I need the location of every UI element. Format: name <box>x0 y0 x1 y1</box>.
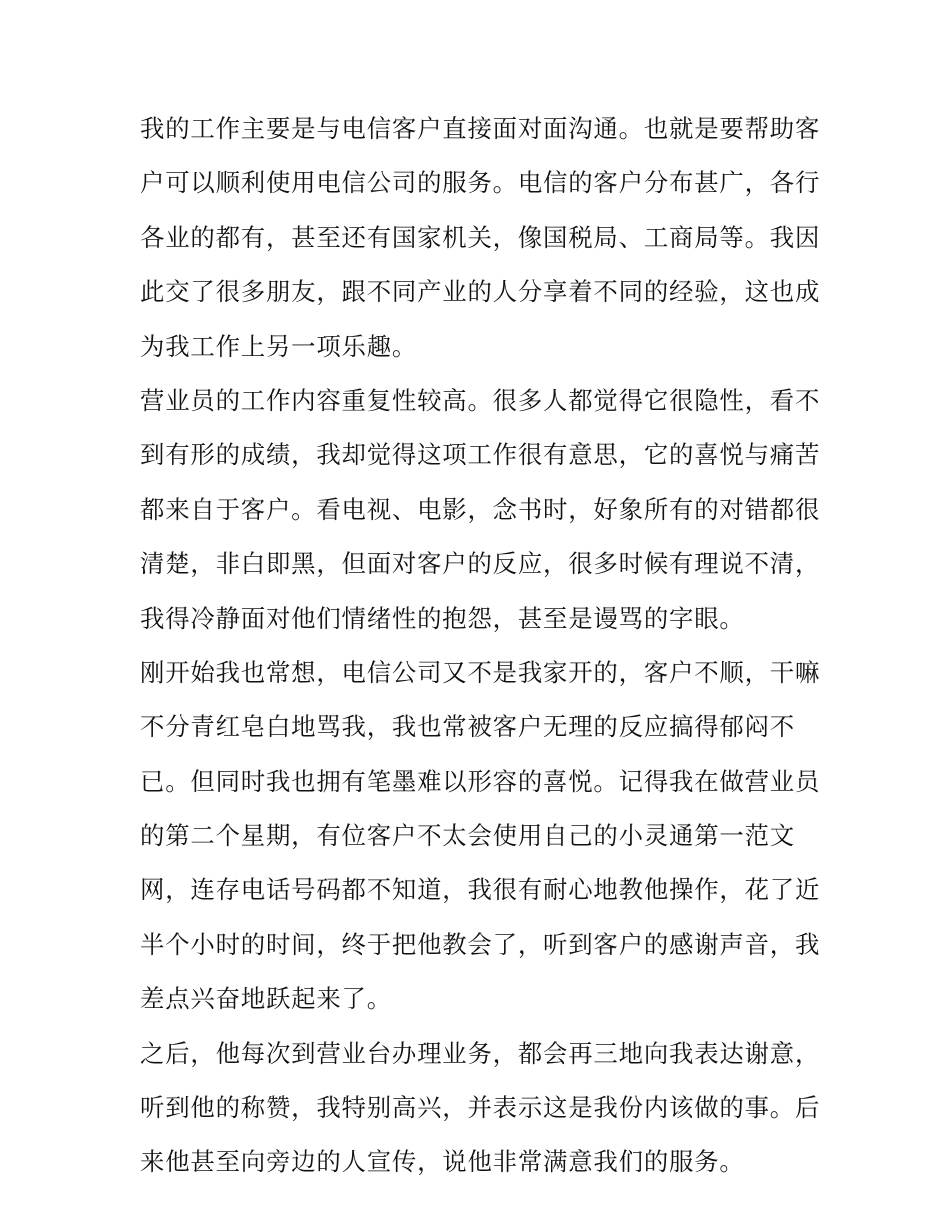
text-line: 我得冷静面对他们情绪性的抱怨，甚至是谩骂的字眼。 <box>140 603 745 633</box>
text-line: 半个小时的时间，终于把他教会了，听到客户的感谢声音，我 <box>140 929 821 959</box>
text-line: 户可以顺利使用电信公司的服务。电信的客户分布甚广，各行 <box>140 168 821 198</box>
text-line: 刚开始我也常想，电信公司又不是我家开的，客户不顺，干嘛 <box>140 657 821 687</box>
text-line: 网，连存电话号码都不知道，我很有耐心地教他操作，花了近 <box>140 875 821 905</box>
text-line: 此交了很多朋友，跟不同产业的人分享着不同的经验，这也成 <box>140 277 821 307</box>
text-line: 我的工作主要是与电信客户直接面对面沟通。也就是要帮助客 <box>140 114 821 143</box>
text-line: 已。但同时我也拥有笔墨难以形容的喜悦。记得我在做营业员 <box>140 766 821 796</box>
paragraph-4 <box>140 1031 820 1194</box>
text-line: 的第二个星期，有位客户不太会使用自己的小灵通第一范文 <box>140 821 795 851</box>
text-line: 听到他的称赞，我特别高兴，并表示这是我份内该做的事。后 <box>140 1093 821 1123</box>
text-line: 清楚，非白即黑，但面对客户的反应，很多时候有理说不清， <box>140 549 821 579</box>
text-line: 都来自于客户。看电视、电影，念书时，好象所有的对错都很 <box>140 494 821 524</box>
paragraph-2 <box>140 378 820 650</box>
text-line: 营业员的工作内容重复性较高。很多人都觉得它很隐性，看不 <box>140 385 821 415</box>
text-line: 之后，他每次到营业台办理业务，都会再三地向我表达谢意， <box>140 1038 821 1068</box>
text-line: 各业的都有，甚至还有国家机关，像国税局、工商局等。我因 <box>140 222 821 252</box>
text-line: 到有形的成绩，我却觉得这项工作很有意思，它的喜悦与痛苦 <box>140 440 821 470</box>
text-line: 不分青红皂白地骂我，我也常被客户无理的反应搞得郁闷不 <box>140 712 795 742</box>
text-line: 为我工作上另一项乐趣。 <box>140 331 418 361</box>
paragraph-3 <box>140 650 820 1031</box>
text-line: 来他甚至向旁边的人宣传，说他非常满意我们的服务。 <box>140 1147 745 1177</box>
text-line: 差点兴奋地跃起来了。 <box>140 984 392 1014</box>
document-body <box>140 106 820 1194</box>
paragraph-1 <box>140 106 820 378</box>
